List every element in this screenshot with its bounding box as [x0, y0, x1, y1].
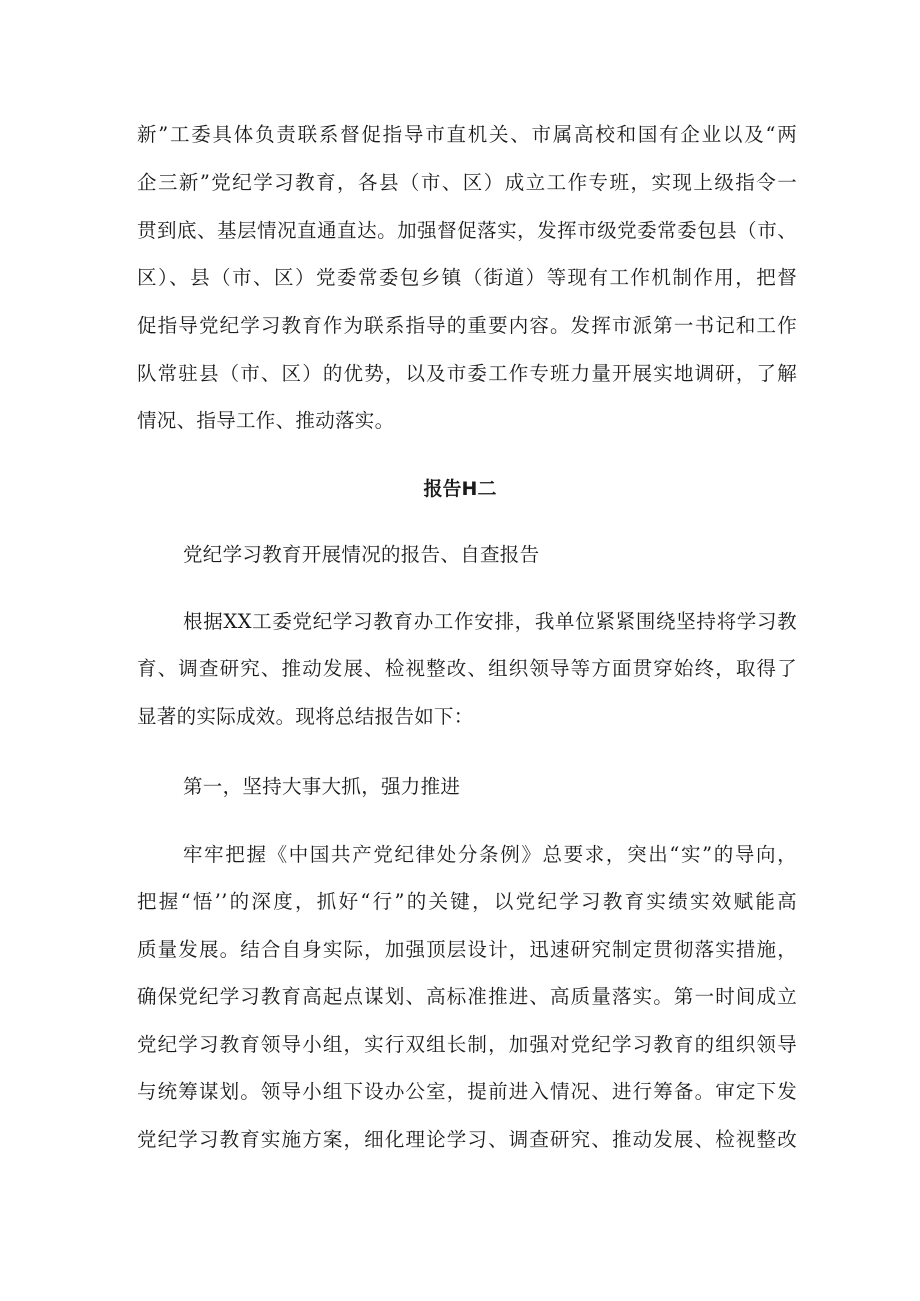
- paragraph-line: 贯到底、基层情况直通直达。加强督促落实，发挥市级党委常委包县（市、: [137, 219, 797, 242]
- paragraph-line: 党纪学习教育实施方案，细化理论学习、调查研究、推动发展、检视整改: [137, 1128, 797, 1151]
- report-heading: 报告H二: [423, 478, 497, 500]
- paragraph-line: 显著的实际成效。现将总结报告如下：: [137, 705, 474, 728]
- paragraph-line: 促指导党纪学习教育作为联系指导的重要内容。发挥市派第一书记和工作: [137, 314, 797, 337]
- section-title: 第一，坚持大事大抓，强力推进: [183, 775, 461, 798]
- paragraph-line: 确保党纪学习教育高起点谋划、高标准推进、高质量落实。第一时间成立: [137, 985, 797, 1008]
- paragraph-line: 根据XX工委党纪学习教育办工作安排，我单位紧紧围绕坚持将学习教: [183, 610, 797, 633]
- paragraph-line: 区）、县（市、区）党委常委包乡镇（街道）等现有工作机制作用，把督: [137, 266, 797, 289]
- paragraph-line: 把握“悟’’的深度，抓好“行”的关键，以党纪学习教育实绩实效赋能高: [137, 890, 797, 913]
- paragraph-line: 牢牢把握《中国共产党纪律处分条例》总要求，突出“实”的导向，: [183, 843, 797, 866]
- paragraph-line: 与统筹谋划。领导小组下设办公室，提前进入情况、进行筹备。审定下发: [137, 1080, 797, 1103]
- paragraph-line: 企三新”党纪学习教育，各县（市、区）成立工作专班，实现上级指令一: [137, 171, 797, 194]
- report-subtitle: 党纪学习教育开展情况的报告、自查报告: [183, 543, 540, 566]
- paragraph-line: 队常驻县（市、区）的优势，以及市委工作专班力量开展实地调研，了解: [137, 362, 797, 385]
- paragraph-line: 新”工委具体负责联系督促指导市直机关、市属高校和国有企业以及“两: [137, 123, 797, 146]
- paragraph-line: 党纪学习教育领导小组，实行双组长制，加强对党纪学习教育的组织领导: [137, 1033, 797, 1056]
- paragraph-line: 质量发展。结合自身实际，加强顶层设计，迅速研究制定贯彻落实措施，: [137, 938, 797, 961]
- paragraph-line: 育、调查研究、推动发展、检视整改、组织领导等方面贯穿始终，取得了: [137, 657, 797, 680]
- paragraph-line: 情况、指导工作、推动落实。: [137, 409, 395, 432]
